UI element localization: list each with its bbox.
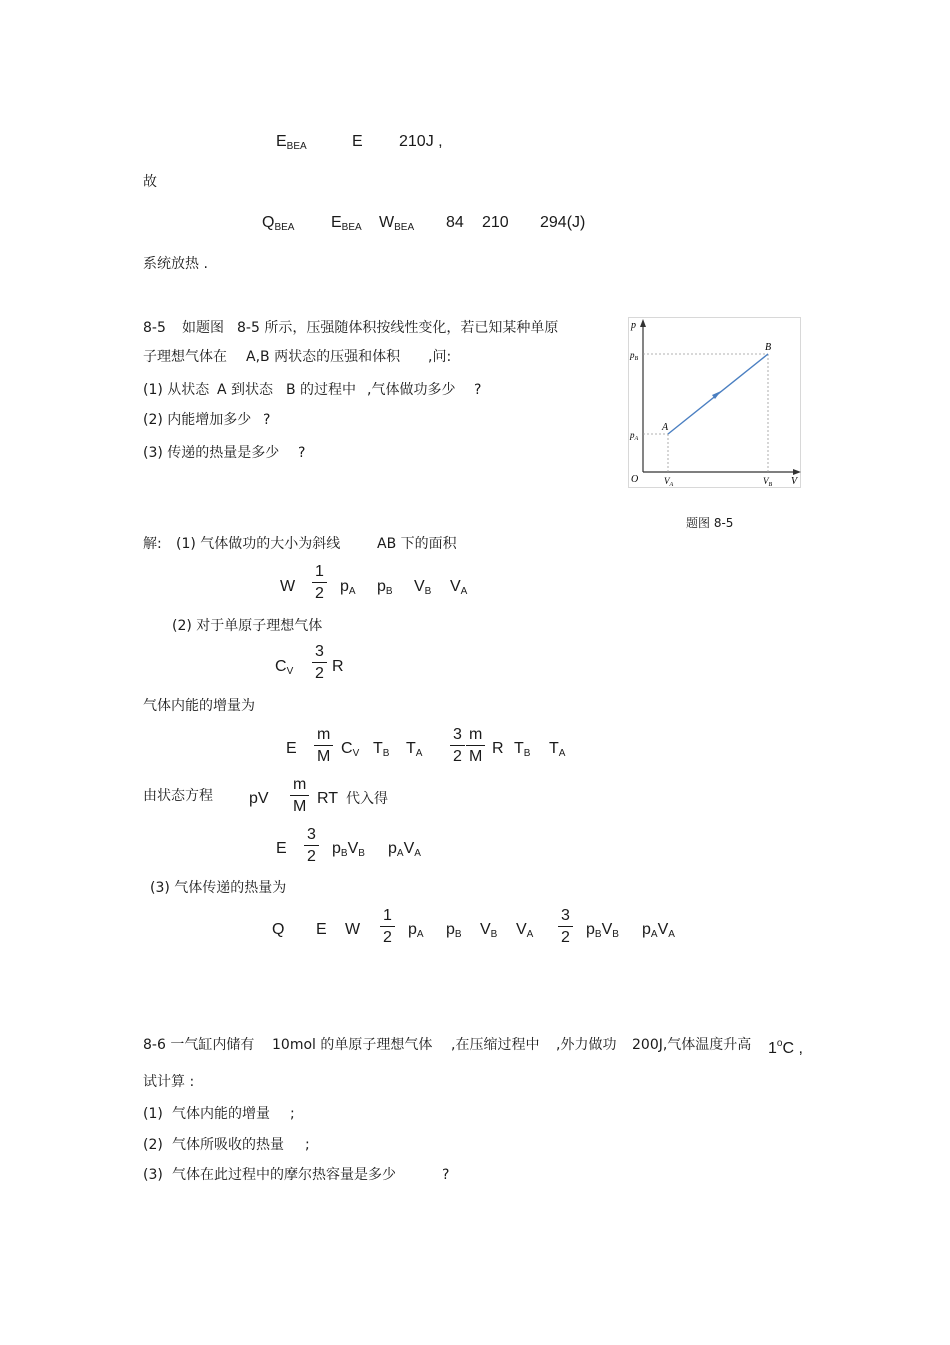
eq-q-bea: $Q_{BEA}$ xyxy=(262,214,295,233)
eq-e-tb-2: $T_B$ xyxy=(514,740,531,759)
eq-q-va: $V_A$ xyxy=(516,921,534,940)
eq-e2-pava: $p_AV_A$ xyxy=(388,840,421,859)
p86-q1-end: ; xyxy=(290,1106,295,1122)
problem-8-6-c: ,在压缩过程中 xyxy=(451,1037,540,1053)
p86-q1-num: (1) xyxy=(143,1106,163,1122)
solution-part2: (2) 对于单原子理想气体 xyxy=(172,618,323,634)
eq-state-rt: RT xyxy=(317,790,339,807)
question-1-e: ? xyxy=(474,382,482,398)
solution-label: 解: xyxy=(143,536,162,552)
eq-w-pa: $p_A$ xyxy=(340,578,356,597)
solution-part1-b: AB 下的面积 xyxy=(377,536,457,552)
question-1-c: B 的过程中 xyxy=(286,382,357,398)
v-axis-arrow xyxy=(793,469,801,475)
p86-q3-end: ? xyxy=(442,1167,450,1183)
eq-w-pb: $p_B$ xyxy=(377,578,393,597)
problem-8-5-line2-a: 子理想气体在 xyxy=(143,349,227,365)
problem-8-6-a: 8-6 一气缸内储有 xyxy=(143,1037,255,1053)
frac-3-2-e2: $\frac{3}{2}$ xyxy=(304,826,319,866)
eq-w-bea: $W_{BEA}$ xyxy=(379,214,415,233)
eq-e-cv: $C_V$ xyxy=(341,740,360,759)
label-o: O xyxy=(631,474,639,485)
frac-1-2-q: $\frac{1}{2}$ xyxy=(380,907,395,947)
p86-q3-text: 气体在此过程中的摩尔热容量是多少 xyxy=(172,1167,396,1183)
eq-state-pv: pV xyxy=(249,790,269,807)
eq-e-delta: E xyxy=(286,740,297,757)
eq-q-pbvb: $p_BV_B$ xyxy=(586,921,619,940)
problem-8-6-e: 200J,气体温度升高 xyxy=(632,1037,752,1053)
p86-q1-text: 气体内能的增量 xyxy=(172,1106,270,1122)
solution-part3: (3) 气体传递的热量为 xyxy=(150,880,287,896)
figure-frame xyxy=(629,318,801,488)
question-3-b: ? xyxy=(298,445,306,461)
frac-3-2-cv: $\frac{3}{2}$ xyxy=(312,643,327,683)
frac-m-m-state: $\frac{m}{M}$ xyxy=(290,776,309,816)
problem-8-5-number: 8-5 xyxy=(143,320,166,336)
label-a: A xyxy=(662,422,669,433)
eq-q-pava: $p_AV_A$ xyxy=(642,921,675,940)
eq-cv: $C_V$ xyxy=(275,658,294,677)
question-3-a: (3) 传递的热量是多少 xyxy=(143,445,280,461)
solution-part1: (1) 气体做功的大小为斜线 xyxy=(176,536,341,552)
text-gu: 故 xyxy=(143,174,157,190)
p86-q3-num: (3) xyxy=(143,1167,163,1183)
eq-q-vb: $V_B$ xyxy=(480,921,498,940)
eq-w-va: $V_A$ xyxy=(450,578,468,597)
eq-q-pb: $p_B$ xyxy=(446,921,462,940)
p86-q2-num: (2) xyxy=(143,1137,163,1153)
text-conclusion: 系统放热 . xyxy=(143,256,208,272)
eq-value-210j: 210J , xyxy=(399,133,443,150)
eq-e-r: R xyxy=(492,740,504,757)
eq-cv-r: R xyxy=(332,658,344,675)
eq-q-pa: $p_A$ xyxy=(408,921,424,940)
figure-8-5-pv-diagram xyxy=(628,317,802,489)
eq-q: Q xyxy=(272,921,285,938)
state-equation-tail: 代入得 xyxy=(346,791,388,807)
problem-8-6-d: ,外力做功 xyxy=(556,1037,617,1053)
frac-3-2-q: $\frac{3}{2}$ xyxy=(558,907,573,947)
label-pb: $p_B$ xyxy=(630,350,639,362)
eq-q-e: E xyxy=(316,921,327,938)
question-2-a: (2) 内能增加多少 xyxy=(143,412,252,428)
question-2-b: ? xyxy=(263,412,271,428)
label-vb: $V_B$ xyxy=(763,476,773,488)
frac-1-2: $\frac{1}{2}$ xyxy=(312,563,327,603)
eq-e2-pbvb: $p_BV_B$ xyxy=(332,840,365,859)
problem-8-6-b: 10mol 的单原子理想气体 xyxy=(272,1037,433,1053)
p-axis-arrow xyxy=(640,319,646,327)
p86-q2-end: ; xyxy=(305,1137,310,1153)
label-va: $V_A$ xyxy=(664,476,674,488)
figure-caption: 题图 8-5 xyxy=(686,516,734,530)
eq-n-84: 84 xyxy=(446,214,464,231)
eq-w-vb: $V_B$ xyxy=(414,578,432,597)
frac-3-2-e: $\frac{3}{2}$ xyxy=(450,726,465,766)
state-equation-intro: 由状态方程 xyxy=(143,788,213,804)
problem-8-6-line2: 试计算 : xyxy=(143,1074,195,1090)
eq-q-w: W xyxy=(345,921,361,938)
eq-e-bea-2: $E_{BEA}$ xyxy=(331,214,362,233)
question-1-d: ,气体做功多少 xyxy=(367,382,456,398)
problem-8-5-line2-b: A,B 两状态的压强和体积 xyxy=(246,349,401,365)
label-v: V xyxy=(791,476,798,487)
eq-e: E xyxy=(352,133,363,150)
eq-e2-delta: E xyxy=(276,840,287,857)
problem-8-6-temp: 1$^o$C , xyxy=(768,1038,803,1057)
frac-m-m-1: $\frac{m}{M}$ xyxy=(314,726,333,766)
label-b: B xyxy=(765,342,772,353)
label-pa: $p_A$ xyxy=(630,430,639,442)
label-p: p xyxy=(631,320,636,331)
eq-result-294: 294(J) xyxy=(540,214,586,231)
eq-w: W xyxy=(280,578,296,595)
problem-8-5-line2-c: ,问: xyxy=(428,349,452,365)
question-1-a: (1) 从状态 xyxy=(143,382,210,398)
energy-intro: 气体内能的增量为 xyxy=(143,698,255,714)
eq-e-ta-2: $T_A$ xyxy=(549,740,566,759)
problem-8-5-text-a: 如题图 xyxy=(182,320,224,336)
p86-q2-text: 气体所吸收的热量 xyxy=(172,1137,284,1153)
eq-e-ta: $T_A$ xyxy=(406,740,423,759)
question-1-b: A 到状态 xyxy=(217,382,274,398)
eq-n-210: 210 xyxy=(482,214,509,231)
problem-8-5-text-b: 8-5 所示，压强随体积按线性变化，若已知某种单原 xyxy=(237,320,559,336)
eq-e-tb: $T_B$ xyxy=(373,740,390,759)
frac-m-m-2: $\frac{m}{M}$ xyxy=(466,726,485,766)
eq-e-bea: $E_{BEA}$ xyxy=(276,133,307,152)
